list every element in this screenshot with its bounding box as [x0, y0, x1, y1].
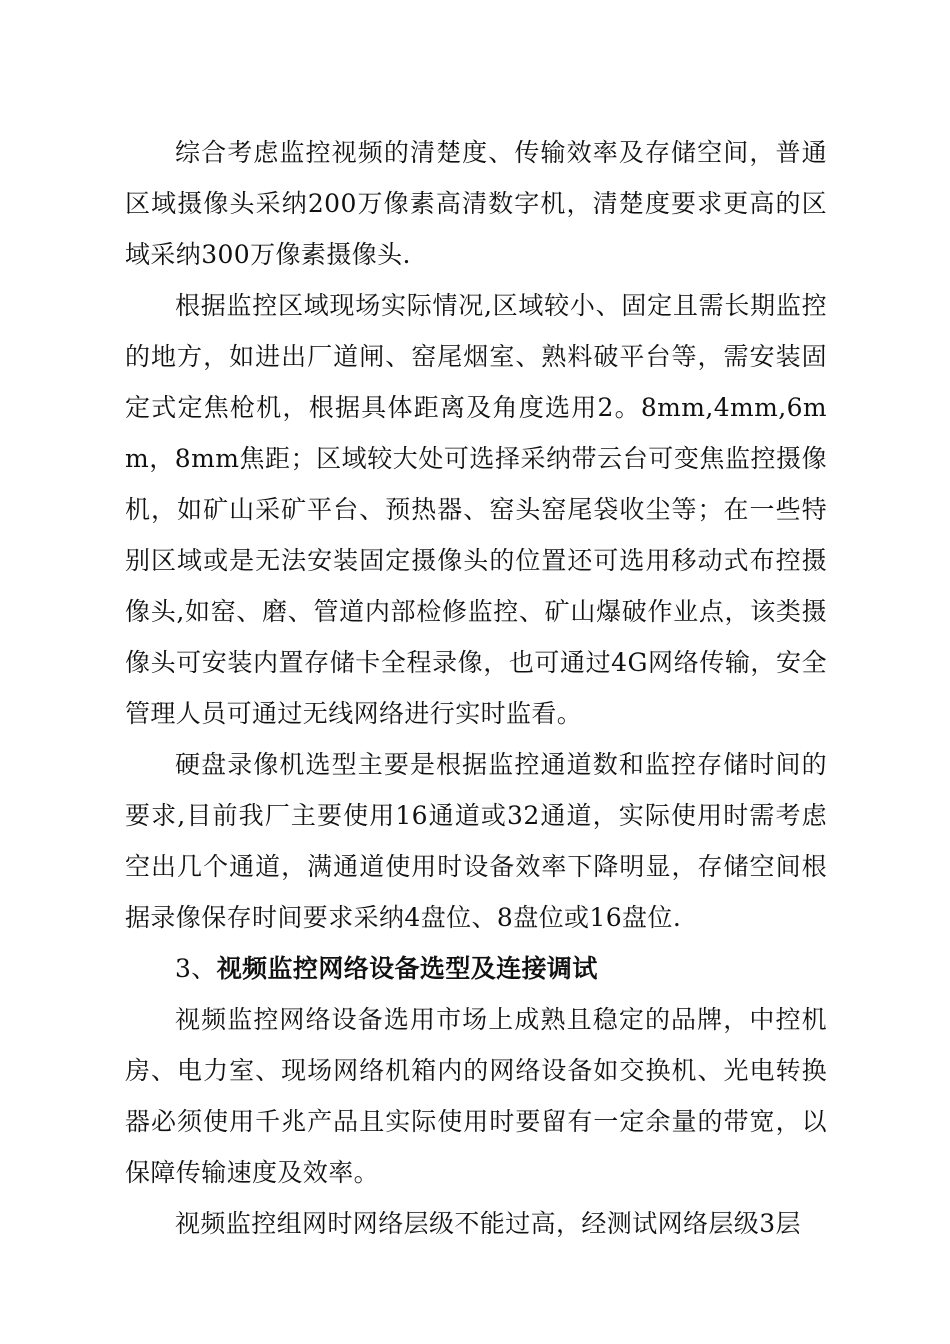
section-number: 3、	[175, 954, 217, 983]
paragraph-dvr-selection: 硬盘录像机选型主要是根据监控通道数和监控存储时间的要求,目前我厂主要使用16通道或32通道，实际使用时需考虑空出几个通道，满通道使用时设备效率下降明显，存储空间根据录像保存时间要求采纳4盘位、8盘位或16盘位.	[125, 750, 827, 932]
section-title: 视频监控网络设备选型及连接调试	[216, 954, 598, 983]
paragraph-network-equipment: 视频监控网络设备选用市场上成熟且稳定的品牌，中控机房、电力室、现场网络机箱内的网络设备如交换机、光电转换器必须使用千兆产品且实际使用时要留有一定余量的带宽，以保障传输速度及效率。	[125, 1005, 827, 1187]
paragraph-network-levels: 视频监控组网时网络层级不能过高，经测试网络层级3层	[175, 1209, 801, 1238]
section-heading	[125, 943, 827, 994]
paragraph-camera-resolution: 综合考虑监控视频的清楚度、传输效率及存储空间，普通区域摄像头采纳200万像素高清数字机，清楚度要求更高的区域采纳300万像素摄像头.	[125, 138, 827, 269]
paragraph-camera-placement: 根据监控区域现场实际情况,区域较小、固定且需长期监控的地方，如进出厂道闸、窑尾烟室、熟料破平台等，需安装固定式定焦枪机，根据具体距离及角度选用2。8mm,4mm,6mm，8mm焦距；区域较大处可选择采纳带云台可变焦监控摄像机，如矿山采矿平台、预热器、窑头窑尾袋收尘等；在一些特别区域或是无法安装固定摄像头的位置还可选用移动式布控摄像头,如窑、磨、管道内部检修监控、矿山爆破作业点，该类摄像头可安装内置存储卡全程录像，也可通过4G网络传输，安全管理人员可通过无线网络进行实时监看。	[125, 291, 827, 728]
document-page	[125, 127, 827, 1249]
